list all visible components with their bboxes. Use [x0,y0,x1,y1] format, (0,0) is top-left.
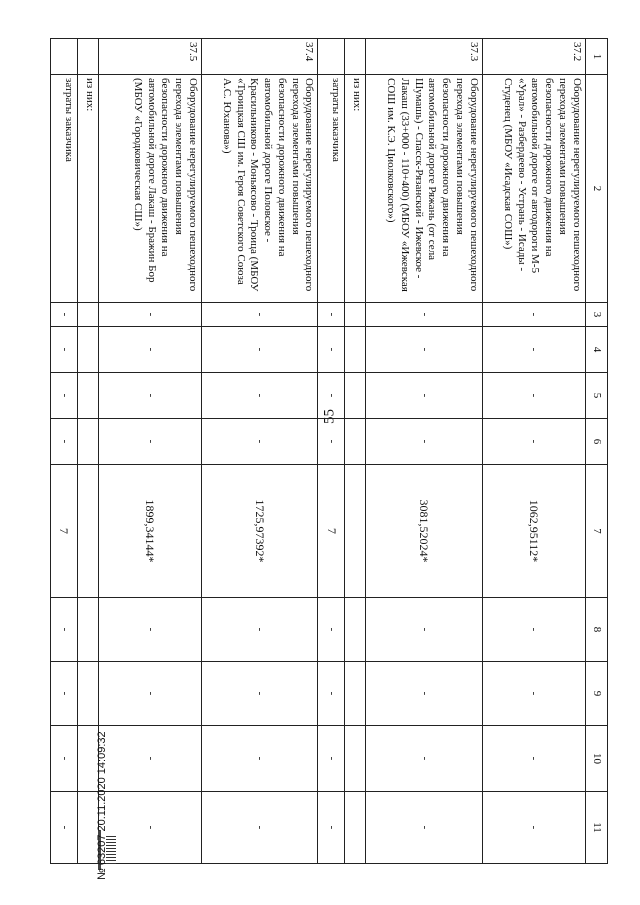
cell-col4: - [482,327,585,373]
table-row [345,39,366,864]
cell-col9: - [482,662,585,726]
header-cell: 6 [585,419,607,465]
cell-col9: - [51,662,78,726]
cell-col5: - [318,373,345,419]
row-number [51,39,78,75]
cell-col7: 1899,34144* [98,465,201,598]
header-cell: 9 [585,662,607,726]
cell-col5: - [201,373,317,419]
empty-cell [345,726,366,792]
cell-col3: - [482,303,585,327]
cell-col7: 1062,95112* [482,465,585,598]
cell-col3: - [51,303,78,327]
row-number [318,39,345,75]
cell-col4: - [366,327,482,373]
cell-col6: - [98,419,201,465]
page-number: 55 [321,409,338,424]
table-row [366,39,482,864]
empty-cell [345,465,366,598]
cell-col8: - [201,598,317,662]
empty-cell [77,327,98,373]
cell-col4: - [51,327,78,373]
header-cell: 1 [585,39,607,75]
header-cell: 11 [585,792,607,864]
header-cell: 4 [585,327,607,373]
cell-col10: - [366,726,482,792]
table-row [482,39,585,864]
cell-col6: - [482,419,585,465]
cell-col8: - [366,598,482,662]
row-name: Оборудование нерегулируемого пешеходного перехода элементами повышения безопасности дорожного движения на автомобильной дороге Ряжань (от села Шумашь) - Спасск-Рязанский - Ижевское - Лакаш (33+000 - 110+400) (МБОУ «Ижевская СОШ им. К.Э. Циолковского») [366,75,482,303]
cell-col10: - [318,726,345,792]
row-name: Оборудование нерегулируемого пешеходного перехода элементами повышения безопасности дорожного движения на автомобильной дороге Лакаш - Бражин Бор (МБОУ «Городковическая СШ») [98,75,201,303]
empty-cell [345,303,366,327]
row-label: затраты заказчика [318,75,345,303]
cell-col4: - [318,327,345,373]
header-cell: 10 [585,726,607,792]
cell-col8: - [318,598,345,662]
cell-col5: - [482,373,585,419]
cell-col7: 7 [51,465,78,598]
header-cell: 5 [585,373,607,419]
row-label: затраты заказчика [51,75,78,303]
cell-col6: - [318,419,345,465]
cell-col11: - [482,792,585,864]
row-number: 37.5 [98,39,201,75]
cell-col4: - [98,327,201,373]
cell-col7: 7 [318,465,345,598]
cell-col9: - [201,662,317,726]
cell-col9: - [98,662,201,726]
cell-col5: - [51,373,78,419]
cell-col9: - [366,662,482,726]
empty-cell [77,419,98,465]
row-label: из них: [77,75,98,303]
cell-col8: - [98,598,201,662]
row-name: Оборудование нерегулируемого пешеходного перехода элементами повышения безопасности дорожного движения на автомобильной дороге Половское - Красильниково - Моньясово - Троица (МБОУ «Троицкая СШ им. Героя Советского Союза А.С. Юханова») [201,75,317,303]
cell-col10: - [482,726,585,792]
cell-col7: 1725,97392* [201,465,317,598]
table-row [98,39,201,864]
table-row [318,39,345,864]
row-name: Оборудование нерегулируемого пешеходного перехода элементами повышения безопасности дорожного движения на автомобильной дороге от автодороги М-5 «Урал» - Разбердеево - Устрань - Исады - Студенец (МБОУ «Исадская СОШ») [482,75,585,303]
empty-cell [345,598,366,662]
table-row [201,39,317,864]
empty-cell [345,419,366,465]
cell-col3: - [366,303,482,327]
rotated-table-container [50,38,608,863]
cell-col7: 3081,52024* [366,465,482,598]
header-row [585,39,607,864]
cell-col11: - [201,792,317,864]
cell-col8: - [51,598,78,662]
header-cell: 3 [585,303,607,327]
empty-cell [77,303,98,327]
empty-cell [345,662,366,726]
row-number: 37.2 [482,39,585,75]
header-cell: 7 [585,465,607,598]
row-number: 37.3 [366,39,482,75]
registration-footer: № 63207 20.11.2020 14:09:32 [96,731,108,880]
budget-table [50,38,608,864]
cell-col4: - [201,327,317,373]
cell-col5: - [98,373,201,419]
cell-col6: - [51,419,78,465]
cell-col8: - [482,598,585,662]
table-row [51,39,78,864]
cell-col10: - [51,726,78,792]
header-cell: 2 [585,75,607,303]
row-number [77,39,98,75]
cell-col11: - [51,792,78,864]
cell-col10: - [201,726,317,792]
cell-col11: - [366,792,482,864]
empty-cell [345,327,366,373]
row-number: 37.4 [201,39,317,75]
cell-col11: - [98,792,201,864]
cell-col10: - [98,726,201,792]
cell-col5: - [366,373,482,419]
empty-cell [345,373,366,419]
cell-col3: - [318,303,345,327]
empty-cell [77,373,98,419]
row-number [345,39,366,75]
header-cell: 8 [585,598,607,662]
cell-col6: - [201,419,317,465]
cell-col9: - [318,662,345,726]
cell-col11: - [318,792,345,864]
cell-col6: - [366,419,482,465]
cell-col3: - [201,303,317,327]
row-label: из них: [345,75,366,303]
empty-cell [345,792,366,864]
cell-col3: - [98,303,201,327]
